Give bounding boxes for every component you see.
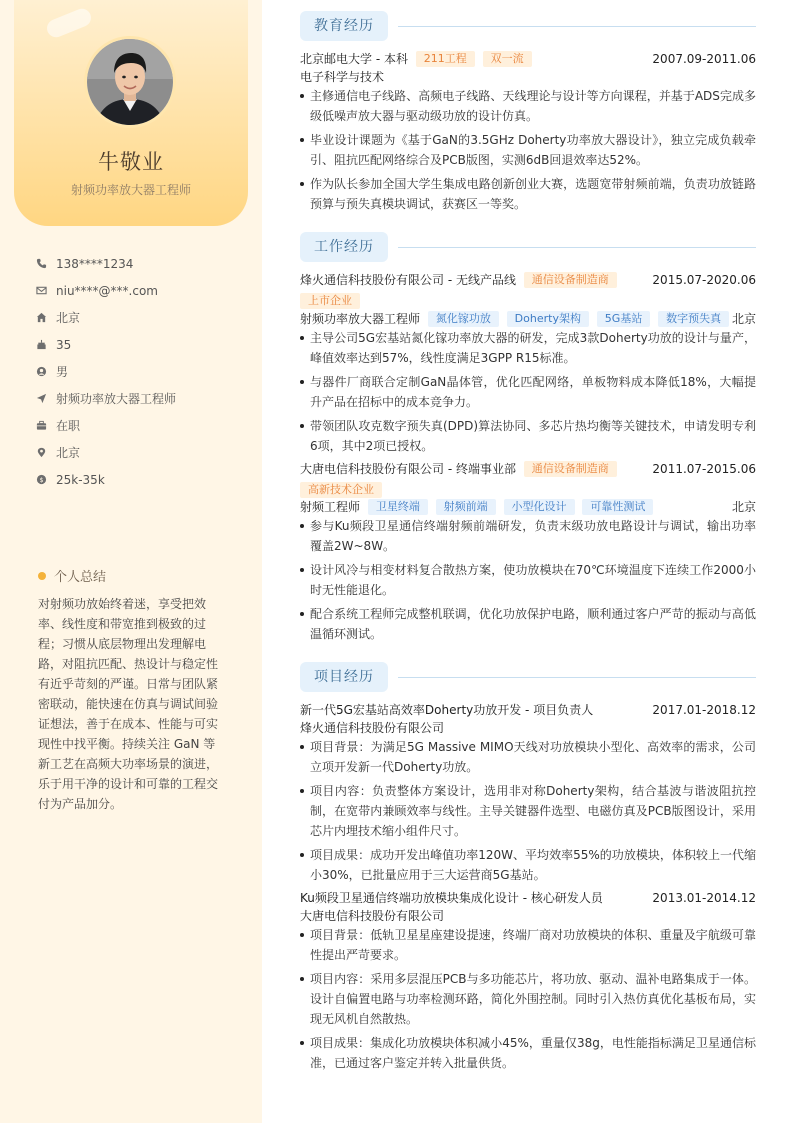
- list-item: 参与Ku频段卫星通信终端射频前端研发，负责末级功放电路设计与调试，输出功率覆盖2W~8W。: [300, 516, 756, 556]
- tag: 双一流: [483, 51, 532, 67]
- job-tag-row: [300, 292, 756, 310]
- tag: 通信设备制造商: [524, 272, 617, 288]
- divider: [398, 677, 756, 678]
- info-status: [36, 412, 176, 439]
- home-city-text: 北京: [56, 311, 81, 325]
- target-position-text: 射频功率放大器工程师: [56, 392, 177, 406]
- info-gender: [36, 358, 176, 385]
- period: 2017.01-2018.12: [652, 703, 756, 717]
- list-item: 主修通信电子线路、高频电子线路、天线理论与设计等方向课程，并基于ADS完成多级低噪声放大器与驱动级功放的设计仿真。: [300, 86, 756, 126]
- role: 射频功率放大器工程师: [300, 312, 421, 326]
- list-item: 毕业设计课题为《基于GaN的3.5GHz Doherty功率放大器设计》，独立完成负载牵引、阻抗匹配网络综合及PCB版图，实测6dB回退效率达52%。: [300, 130, 756, 170]
- job-company-row: [300, 460, 756, 478]
- project-bullets: [300, 925, 756, 1077]
- divider: [398, 26, 756, 27]
- major: 电子科学与技术: [300, 70, 385, 84]
- candidate-title: 射频功率放大器工程师: [70, 183, 191, 197]
- section-title: 工作经历: [300, 232, 388, 262]
- contact-info-list: [36, 250, 176, 493]
- skill-tag: 卫星终端: [368, 499, 428, 515]
- list-item: 项目成果：成功开发出峰值功率120W、平均效率55%的功放模块，体积较上一代缩小30%，已批量应用于三大运营商5G基站。: [300, 845, 756, 885]
- job-bullets: [300, 328, 756, 460]
- project-company-row: [300, 719, 756, 737]
- summary-title: 个人总结: [54, 570, 107, 585]
- period: 2011.07-2015.06: [652, 462, 756, 476]
- info-home: [36, 304, 176, 331]
- section-education-header: [300, 11, 756, 41]
- gender-text: 男: [56, 365, 69, 379]
- list-item: 项目内容：采用多层混压PCB与多功能芯片，将功放、驱动、温补电路集成于一体。设计自偏置电路与功率检测环路，简化外围控制。同时引入热仿真优化基板布局，实现无风机自然散热。: [300, 969, 756, 1029]
- skill-tag: 小型化设计: [504, 499, 575, 515]
- project-row: [300, 701, 756, 719]
- skill-tag: 可靠性测试: [582, 499, 653, 515]
- tag: 上市企业: [300, 293, 360, 309]
- period: 2015.07-2020.06: [652, 273, 756, 287]
- list-item: 项目背景：为满足5G Massive MIMO天线对功放模块小型化、高效率的需求，公司立项开发新一代Doherty功放。: [300, 737, 756, 777]
- tag: 211工程: [416, 51, 475, 67]
- location-text: 北京: [56, 446, 81, 460]
- email-text: niu****@***.com: [56, 283, 158, 298]
- gender-icon: [36, 366, 48, 378]
- job-company-row: [300, 271, 756, 289]
- school-name: 北京邮电大学 - 本科: [300, 52, 408, 66]
- decorative-shape: [44, 6, 93, 40]
- salary-text: 25k-35k: [56, 472, 105, 487]
- project-company-row: [300, 907, 756, 925]
- bullet-dot-icon: [38, 572, 46, 580]
- phone-icon: [36, 258, 48, 270]
- skill-tag: 氮化镓功放: [428, 311, 499, 327]
- home-icon: [36, 312, 48, 324]
- summary-text: 对射频功放始终着迷，享受把效率、线性度和带宽推到极致的过程；习惯从底层物理出发理解电路，对阻抗匹配、热设计与稳定性有近乎苛刻的严谨。日常与团队紧密联动，能快速在仿真与调试间验证想法，善于在成本、性能与可实现性中找平衡。持续关注 GaN 等新工艺在高频大功率场景的演进，乐于用干净的设计和可靠的工程交付为产品加分。: [38, 597, 219, 811]
- role: 射频工程师: [300, 500, 361, 514]
- svg-text:$: $: [39, 475, 44, 484]
- skill-tag: 数字预失真: [658, 311, 729, 327]
- cake-icon: [36, 339, 48, 351]
- job-tag-row: [300, 481, 756, 499]
- summary-heading: [38, 566, 106, 585]
- list-item: 作为队长参加全国大学生集成电路创新创业大赛，选题宽带射频前端，负责功放链路预算与预失真模块调试，获赛区一等奖。: [300, 174, 756, 214]
- list-item: 主导公司5G宏基站氮化镓功率放大器的研发，完成3款Doherty功放的设计与量产，峰值效率达到57%，线性度满足3GPP R15标准。: [300, 328, 756, 368]
- project-company: 大唐电信科技股份有限公司: [300, 909, 445, 923]
- project-bullets: [300, 737, 756, 889]
- info-target-position: [36, 385, 176, 412]
- company-name: 大唐电信科技股份有限公司 - 终端事业部: [300, 462, 516, 476]
- company-name: 烽火通信科技股份有限公司 - 无线产品线: [300, 273, 516, 287]
- project-company: 烽火通信科技股份有限公司: [300, 721, 445, 735]
- skill-tag: 5G基站: [597, 311, 651, 327]
- period: 2013.01-2014.12: [652, 891, 756, 905]
- major-row: [300, 68, 756, 86]
- project-name: Ku频段卫星通信终端功放模块集成化设计 - 核心研发人员: [300, 891, 603, 905]
- section-title: 项目经历: [300, 662, 388, 692]
- status-text: 在职: [56, 419, 81, 433]
- job-bullets: [300, 516, 756, 648]
- candidate-name: 牛敬业: [98, 150, 164, 174]
- project-name: 新一代5G宏基站高效率Doherty功放开发 - 项目负责人: [300, 703, 594, 717]
- city: 北京: [731, 312, 756, 326]
- salary-icon: [36, 474, 48, 486]
- education-bullets: [300, 86, 756, 218]
- list-item: 项目背景：低轨卫星星座建设提速，终端厂商对功放模块的体积、重量及宇航级可靠性提出严苛要求。: [300, 925, 756, 965]
- section-projects-header: [300, 662, 756, 692]
- divider: [398, 247, 756, 248]
- period: 2007.09-2011.06: [652, 52, 756, 66]
- list-item: 带领团队攻克数字预失真(DPD)算法协同、多芯片热均衡等关键技术，申请发明专利6项，其中2项已授权。: [300, 416, 756, 456]
- info-email: [36, 277, 176, 304]
- list-item: 项目内容：负责整体方案设计，选用非对称Doherty架构，结合基波与谐波阻抗控制，在宽带内兼顾效率与线性。主导关键器件选型、电磁仿真及PCB版图设计，采用芯片内埋技术缩小组件尺寸。: [300, 781, 756, 841]
- info-phone: [36, 250, 176, 277]
- job-role-row: [300, 310, 756, 328]
- avatar: [84, 36, 176, 128]
- list-item: 设计风冷与相变材料复合散热方案，使功放模块在70℃环境温度下连续工作2000小时无性能退化。: [300, 560, 756, 600]
- skill-tag: Doherty架构: [507, 311, 589, 327]
- project-row: [300, 889, 756, 907]
- list-item: 项目成果：集成化功放模块体积减小45%，重量仅38g，电性能指标满足卫星通信标准，已通过客户鉴定并转入批量供货。: [300, 1033, 756, 1073]
- education-row: [300, 50, 756, 68]
- sidebar: [0, 0, 262, 1123]
- info-age: [36, 331, 176, 358]
- section-work-header: [300, 232, 756, 262]
- tag: 通信设备制造商: [524, 461, 617, 477]
- age-text: 35: [56, 337, 72, 352]
- info-location: [36, 439, 176, 466]
- send-icon: [36, 393, 48, 405]
- list-item: 配合系统工程师完成整机联调，优化功放保护电路，顺利通过客户严苛的振动与高低温循环测试。: [300, 604, 756, 644]
- job-role-row: [300, 498, 756, 516]
- tag: 高新技术企业: [300, 482, 382, 498]
- phone-text: 138****1234: [56, 256, 134, 271]
- section-title: 教育经历: [300, 11, 388, 41]
- briefcase-icon: [36, 420, 48, 432]
- info-salary: [36, 466, 176, 493]
- list-item: 与器件厂商联合定制GaN晶体管，优化匹配网络，单板物料成本降低18%，大幅提升产品在招标中的成本竞争力。: [300, 372, 756, 412]
- skill-tag: 射频前端: [436, 499, 496, 515]
- location-icon: [36, 447, 48, 459]
- mail-icon: [36, 285, 48, 297]
- city: 北京: [731, 500, 756, 514]
